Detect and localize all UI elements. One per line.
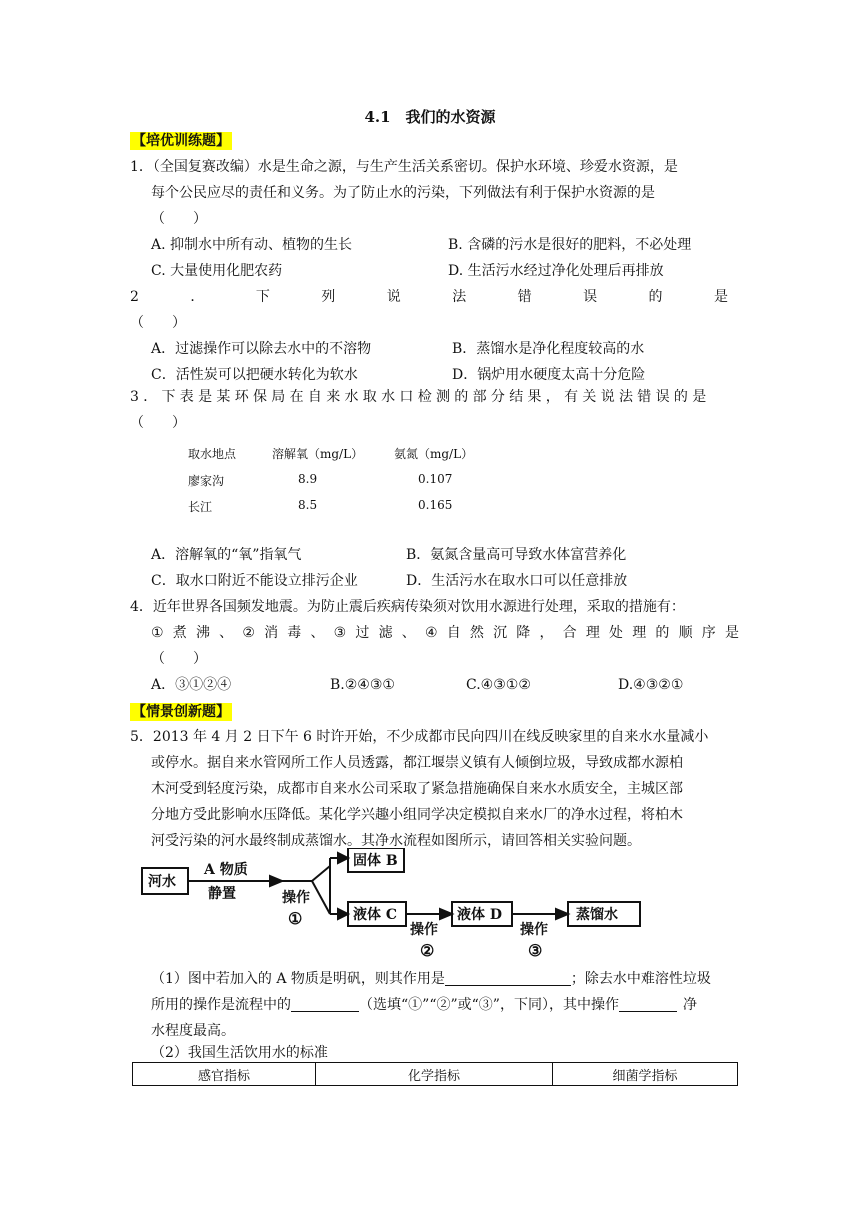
q5-part1-text: （选填“①”“②”或“③”，下同），其中操作	[359, 997, 619, 1013]
q3-table-cell: 8.9	[298, 472, 318, 486]
q2-option-b: B．蒸馏水是净化程度较高的水	[452, 341, 645, 357]
q3-table-cell: 长江	[188, 500, 213, 514]
q4-word: 过	[355, 625, 370, 641]
flow-op3-number: ③	[528, 941, 543, 958]
flow-liquid-c-label: 液体 C	[353, 907, 398, 923]
purification-flow-diagram	[140, 848, 660, 958]
q2-word: ．	[190, 289, 205, 305]
q3-table-cell: 8.5	[298, 498, 318, 512]
q5-line4: 分地方受此影响水压降低。某化学兴趣小组同学决定模拟自来水厂的净水过程，将柏木	[151, 807, 683, 823]
q1-paren: （ ）	[151, 211, 207, 227]
q3-line1: 3．下表是某环保局在自来水取水口检测的部分结果，有关说法错误的是	[130, 389, 711, 405]
q4-option-b: B.②④③①	[330, 677, 395, 693]
q4-word: 消	[264, 625, 279, 641]
q4-word: 沉	[493, 625, 508, 641]
q5-part2-line: （2）我国生活饮用水的标准	[151, 1045, 328, 1061]
q4-word: 的	[655, 625, 670, 641]
q2-word: 错	[517, 289, 532, 305]
q4-word: 序	[701, 625, 716, 641]
flow-op2-label: 操作	[410, 922, 438, 938]
section-tag-label: 【情景创新题】	[132, 704, 230, 720]
q3-table-header-oxygen: 溶解氧（mg/L）	[272, 447, 364, 461]
q3-table-cell: 廖家沟	[188, 474, 225, 488]
flow-step-bottom: 静置	[208, 886, 236, 902]
q1-line2: 每个公民应尽的责任和义务。为了防止水的污染，下列做法有利于保护水资源的是	[151, 185, 655, 201]
q2-paren: （ ）	[130, 315, 186, 331]
arrowhead	[338, 853, 348, 863]
flow-distilled-label: 蒸馏水	[576, 907, 618, 923]
q4-option-c: C.④③①②	[466, 677, 531, 693]
flow-op2-number: ②	[420, 941, 435, 958]
page-title: 4.1 我们的水资源	[364, 108, 496, 126]
q4-word: 毒	[287, 625, 302, 641]
q3-table-header-location: 取水地点	[188, 447, 237, 461]
q4-paren: （ ）	[151, 651, 207, 667]
flow-step-top: A 物质	[204, 862, 248, 878]
q4-word: 然	[469, 625, 484, 641]
q5-part1-text: 净	[682, 997, 697, 1013]
section-tag-label: 【培优训练题】	[132, 133, 230, 149]
q2-option-c: C．活性炭可以把硬水转化为软水	[151, 367, 358, 383]
q3-table-header-ammonia: 氨氮（mg/L）	[394, 447, 474, 461]
q4-word: 、	[219, 625, 234, 641]
q2-word: 法	[452, 289, 467, 305]
q4-option-d: D.④③②①	[618, 677, 684, 693]
q5-part1-line3: 水程度最高。	[151, 1023, 235, 1039]
q3-option-c: C．取水口附近不能设立排污企业	[151, 573, 358, 589]
q1-option-c: C. 大量使用化肥农药	[151, 263, 283, 279]
q3-option-a: A．溶解氧的“氧”指氧气	[151, 547, 302, 563]
q2-word: 的	[648, 289, 663, 305]
q3-option-d: D．生活污水在取水口可以任意排放	[406, 573, 628, 589]
q4-word: ③	[333, 625, 347, 641]
q4-word: 理	[585, 625, 600, 641]
arrowhead	[338, 909, 348, 919]
q4-word: 自	[446, 625, 461, 641]
q4-word: 煮	[172, 625, 187, 641]
q5-part1-line1	[151, 966, 711, 992]
answer-blank-2[interactable]	[291, 997, 359, 1012]
answer-blank-3[interactable]	[619, 997, 677, 1012]
arrowhead	[440, 909, 452, 919]
table-header-sensory: 感官指标	[133, 1063, 316, 1086]
flow-liquid-d-label: 液体 D	[457, 907, 503, 923]
section-tag-practice	[130, 130, 232, 150]
flow-river-label: 河水	[148, 874, 176, 890]
q5-part1-text: 所用的操作是流程中的	[151, 997, 291, 1013]
branch-down	[312, 881, 330, 914]
q4-word: ①	[151, 625, 164, 641]
q4-word: 降	[516, 625, 531, 641]
q5-line5: 河受污染的河水最终制成蒸馏水。其净水流程如图所示，请回答相关实验问题。	[151, 833, 641, 849]
answer-blank-1[interactable]	[445, 971, 571, 986]
q4-word: ②	[242, 625, 255, 641]
q5-part1-text: （1）图中若加入的 A 物质是明矾，则其作用是	[151, 971, 445, 987]
q4-word: ，	[539, 625, 554, 641]
arrowhead	[270, 876, 282, 886]
q4-word: 理	[632, 625, 647, 641]
q2-word: 误	[583, 289, 598, 305]
flow-op3-label: 操作	[520, 922, 548, 938]
q3-option-b: B．氨氮含量高可导致水体富营养化	[406, 547, 627, 563]
q4-line2	[151, 620, 739, 646]
q2-word: 下	[255, 289, 270, 305]
q1-option-d: D. 生活污水经过净化处理后再排放	[448, 263, 664, 279]
flow-solid-label: 固体 B	[353, 853, 398, 869]
branch-up	[312, 866, 330, 881]
q2-word: 列	[321, 289, 336, 305]
q4-word: 顺	[678, 625, 693, 641]
q4-line1: 4．近年世界各国频发地震。为防止震后疾病传染须对饮用水源进行处理，采取的措施有：	[130, 599, 685, 615]
table-header-chemical: 化学指标	[316, 1063, 553, 1086]
drinking-water-standard-table	[132, 1062, 738, 1086]
q2-line1	[130, 284, 728, 310]
q5-line1: 5．2013 年 4 月 2 日下午 6 时许开始，不少成都市民向四川在线反映家里的自来水水量减小	[130, 729, 709, 745]
q4-word: 、	[401, 625, 416, 641]
q4-word: 滤	[378, 625, 393, 641]
q2-option-a: A．过滤操作可以除去水中的不溶物	[151, 341, 372, 357]
q1-option-a: A. 抑制水中所有动、植物的生长	[151, 237, 353, 253]
q4-word: 处	[609, 625, 623, 641]
section-tag-scenario	[130, 701, 232, 721]
q4-word: 、	[310, 625, 325, 641]
q2-option-d: D．锅炉用水硬度太高十分危险	[452, 367, 646, 383]
q1-line1: 1．（全国复赛改编）水是生命之源，与生产生活关系密切。保护水环境、珍爱水资源，是	[130, 159, 678, 175]
q2-word: 是	[714, 289, 728, 305]
q2-word: 2	[130, 289, 139, 305]
q4-word: 沸	[195, 625, 210, 641]
q4-word: 合	[562, 625, 577, 641]
flow-op1-label: 操作	[282, 890, 310, 906]
q5-part1-text: ；除去水中难溶性垃圾	[570, 971, 711, 987]
q5-line3: 木河受到轻度污染，成都市自来水公司采取了紧急措施确保自来水水质安全，主城区部	[151, 781, 683, 797]
table-header-bacterial: 细菌学指标	[553, 1063, 738, 1086]
q5-part1-line2	[151, 992, 697, 1018]
table-row	[133, 1063, 738, 1086]
q3-table-cell: 0.165	[418, 498, 453, 512]
arrowhead	[556, 909, 568, 919]
q4-word: 是	[724, 625, 739, 641]
q1-option-b: B. 含磷的污水是很好的肥料，不必处理	[448, 237, 692, 253]
flow-op1-number: ①	[288, 909, 303, 928]
q2-word: 说	[386, 289, 401, 305]
q4-option-a: A．③①②④	[151, 677, 232, 693]
q5-line2: 或停水。据自来水管网所工作人员透露，都江堰崇义镇有人倾倒垃圾，导致成都水源柏	[151, 755, 683, 771]
q4-word: ④	[424, 625, 438, 641]
q3-paren: （ ）	[130, 415, 186, 431]
q3-table-cell: 0.107	[418, 472, 453, 486]
